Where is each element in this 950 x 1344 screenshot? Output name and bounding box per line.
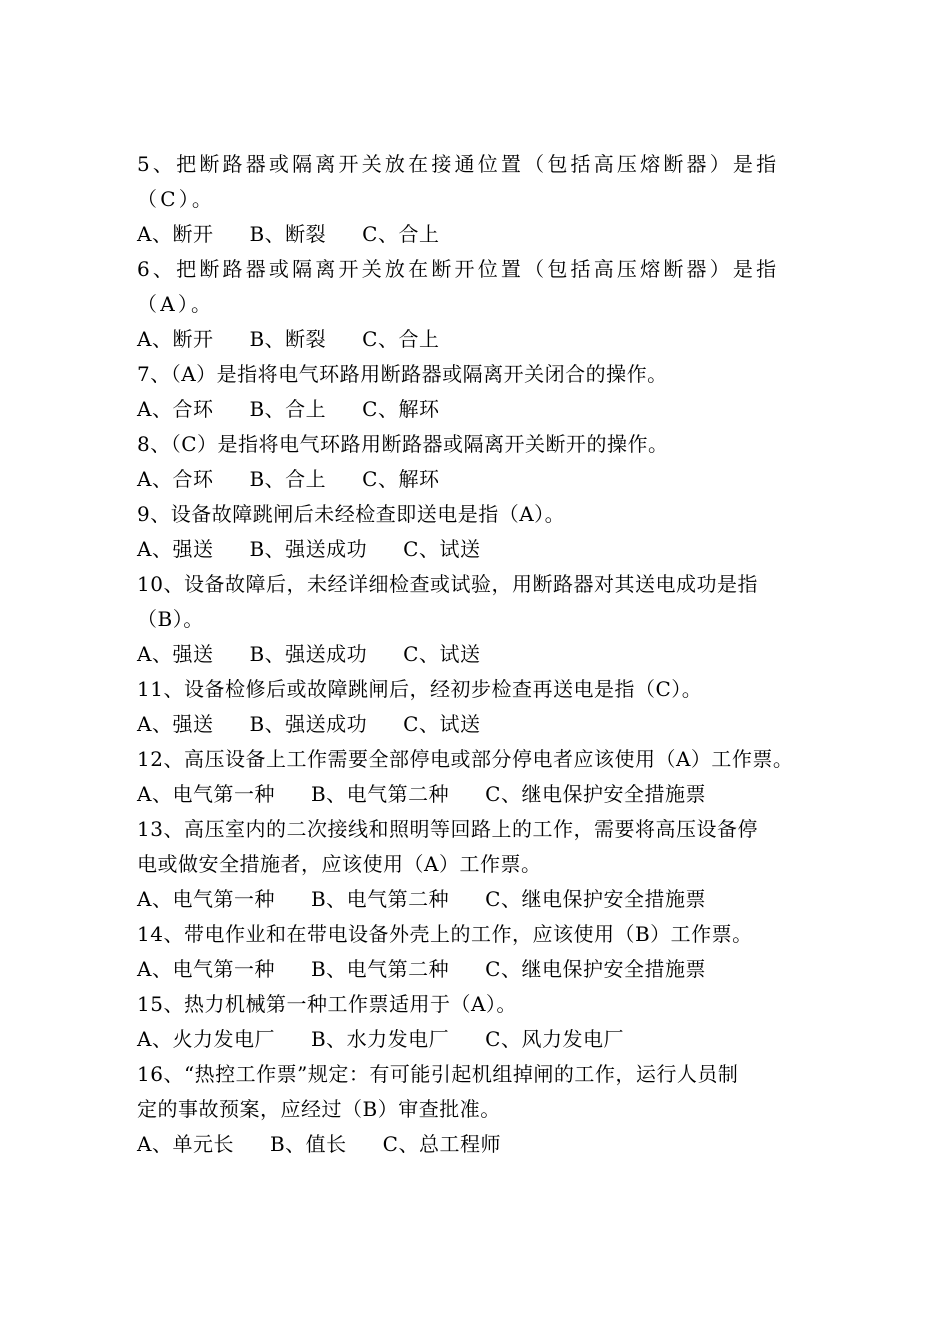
answer-option: B、强送成功 bbox=[249, 642, 368, 666]
answer-option: C、合上 bbox=[362, 222, 440, 246]
answer-option: C、试送 bbox=[403, 537, 481, 561]
answer-option: C、风力发电厂 bbox=[485, 1027, 624, 1051]
question-text: 10、设备故障后，未经详细检查或试验，用断路器对其送电成功是指 bbox=[137, 572, 758, 596]
question-text: 14、带电作业和在带电设备外壳上的工作，应该使用（B）工作票。 bbox=[137, 922, 753, 946]
answer-options bbox=[137, 882, 827, 917]
answer-option: B、强送成功 bbox=[249, 712, 368, 736]
answer-option: B、电气第二种 bbox=[310, 782, 450, 806]
answer-option: B、合上 bbox=[249, 397, 327, 421]
answer-option: B、合上 bbox=[249, 467, 327, 491]
answer-option: A、电气第一种 bbox=[137, 957, 275, 981]
answer-option: B、强送成功 bbox=[249, 537, 368, 561]
answer-option: B、值长 bbox=[269, 1132, 347, 1156]
question-text: （A）。 bbox=[137, 292, 215, 316]
answer-options bbox=[137, 392, 827, 427]
question-text: 5、把断路器或隔离开关放在接通位置（包括高压熔断器）是指 bbox=[137, 152, 780, 176]
question-text: 电或做安全措施者，应该使用（A）工作票。 bbox=[137, 852, 542, 876]
answer-option: B、电气第二种 bbox=[310, 957, 450, 981]
answer-option: A、电气第一种 bbox=[137, 887, 275, 911]
question-text: 13、高压室内的二次接线和照明等回路上的工作，需要将高压设备停 bbox=[137, 817, 758, 841]
answer-option: A、强送 bbox=[137, 537, 214, 561]
answer-option: C、继电保护安全措施票 bbox=[485, 887, 706, 911]
answer-option: A、单元长 bbox=[137, 1132, 234, 1156]
question-block bbox=[137, 567, 827, 672]
question-block bbox=[137, 812, 827, 917]
answer-options bbox=[137, 1127, 827, 1162]
answer-options bbox=[137, 637, 827, 672]
answer-options bbox=[137, 217, 827, 252]
answer-options bbox=[137, 532, 827, 567]
question-block bbox=[137, 252, 827, 357]
answer-option: C、解环 bbox=[362, 467, 440, 491]
answer-options bbox=[137, 952, 827, 987]
question-text: （B）。 bbox=[137, 607, 204, 631]
answer-option: A、电气第一种 bbox=[137, 782, 275, 806]
question-block bbox=[137, 147, 827, 252]
question-block bbox=[137, 1057, 827, 1162]
question-block bbox=[137, 987, 827, 1057]
question-block bbox=[137, 357, 827, 427]
answer-option: C、试送 bbox=[403, 642, 481, 666]
answer-option: A、火力发电厂 bbox=[137, 1027, 275, 1051]
answer-options bbox=[137, 1022, 827, 1057]
answer-option: A、断开 bbox=[137, 327, 214, 351]
question-text: 定的事故预案，应经过（B）审查批准。 bbox=[137, 1097, 501, 1121]
question-text: 8、（C）是指将电气环路用断路器或隔离开关断开的操作。 bbox=[137, 432, 669, 456]
answer-option: B、水力发电厂 bbox=[310, 1027, 450, 1051]
answer-options bbox=[137, 462, 827, 497]
answer-option: C、继电保护安全措施票 bbox=[485, 957, 706, 981]
question-text: 11、设备检修后或故障跳闸后，经初步检查再送电是指（C）。 bbox=[137, 677, 703, 701]
answer-option: C、试送 bbox=[403, 712, 481, 736]
answer-option: A、强送 bbox=[137, 642, 214, 666]
question-block bbox=[137, 742, 827, 812]
document-page bbox=[137, 147, 827, 1162]
answer-option: B、电气第二种 bbox=[310, 887, 450, 911]
question-text: 9、设备故障跳闸后未经检查即送电是指（A）。 bbox=[137, 502, 566, 526]
question-block bbox=[137, 917, 827, 987]
question-block bbox=[137, 672, 827, 742]
answer-option: C、合上 bbox=[362, 327, 440, 351]
question-text: 15、热力机械第一种工作票适用于（A）。 bbox=[137, 992, 517, 1016]
answer-option: B、断裂 bbox=[249, 327, 327, 351]
answer-option: C、总工程师 bbox=[382, 1132, 501, 1156]
answer-option: C、解环 bbox=[362, 397, 440, 421]
answer-option: A、断开 bbox=[137, 222, 214, 246]
answer-options bbox=[137, 777, 827, 812]
answer-option: A、强送 bbox=[137, 712, 214, 736]
question-block bbox=[137, 497, 827, 567]
question-text: 16、“热控工作票”规定：有可能引起机组掉闸的工作，运行人员制 bbox=[137, 1062, 739, 1086]
question-text: （C）。 bbox=[137, 187, 216, 211]
answer-option: C、继电保护安全措施票 bbox=[485, 782, 706, 806]
question-text: 6、把断路器或隔离开关放在断开位置（包括高压熔断器）是指 bbox=[137, 257, 780, 281]
answer-options bbox=[137, 322, 827, 357]
answer-options bbox=[137, 707, 827, 742]
answer-option: A、合环 bbox=[137, 397, 214, 421]
question-block bbox=[137, 427, 827, 497]
answer-option: B、断裂 bbox=[249, 222, 327, 246]
question-text: 7、（A）是指将电气环路用断路器或隔离开关闭合的操作。 bbox=[137, 362, 668, 386]
answer-option: A、合环 bbox=[137, 467, 214, 491]
question-text: 12、高压设备上工作需要全部停电或部分停电者应该使用（A）工作票。 bbox=[137, 747, 794, 771]
